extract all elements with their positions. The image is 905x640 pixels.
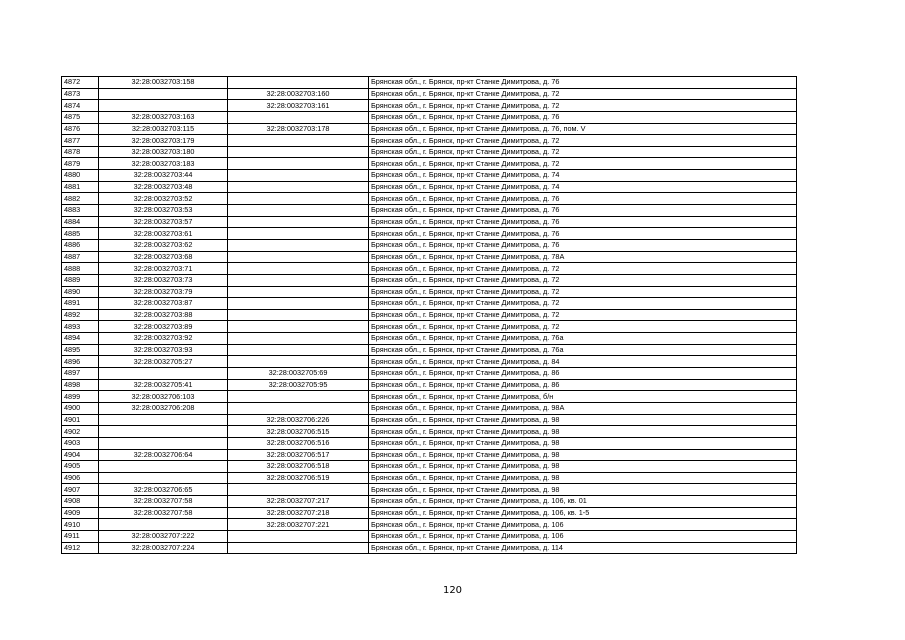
address-cell: Брянская обл., г. Брянск, пр-кт Станке Димитрова, д. 78А <box>369 251 797 263</box>
row-number-cell: 4887 <box>62 251 99 263</box>
table-row <box>62 496 797 508</box>
row-number-cell: 4894 <box>62 333 99 345</box>
room-cadastral-number-cell: 32:28:0032707:218 <box>228 507 369 519</box>
table-row <box>62 135 797 147</box>
room-cadastral-number-cell <box>228 309 369 321</box>
address-cell: Брянская обл., г. Брянск, пр-кт Станке Димитрова, д. 76а <box>369 344 797 356</box>
room-cadastral-number-cell <box>228 77 369 89</box>
table-row <box>62 216 797 228</box>
room-cadastral-number-cell <box>228 170 369 182</box>
table-row <box>62 530 797 542</box>
cadastral-number-cell: 32:28:0032706:65 <box>99 484 228 496</box>
room-cadastral-number-cell <box>228 391 369 403</box>
address-cell: Брянская обл., г. Брянск, пр-кт Станке Димитрова, д. 72 <box>369 88 797 100</box>
row-number-cell: 4885 <box>62 228 99 240</box>
room-cadastral-number-cell: 32:28:0032706:517 <box>228 449 369 461</box>
address-cell: Брянская обл., г. Брянск, пр-кт Станке Димитрова, д. 72 <box>369 146 797 158</box>
row-number-cell: 4911 <box>62 530 99 542</box>
row-number-cell: 4898 <box>62 379 99 391</box>
table-row <box>62 286 797 298</box>
table-row <box>62 274 797 286</box>
row-number-cell: 4899 <box>62 391 99 403</box>
cadastral-number-cell: 32:28:0032703:57 <box>99 216 228 228</box>
cadastral-number-cell <box>99 461 228 473</box>
room-cadastral-number-cell <box>228 228 369 240</box>
cadastral-number-cell: 32:28:0032703:48 <box>99 181 228 193</box>
table-row <box>62 368 797 380</box>
address-cell: Брянская обл., г. Брянск, пр-кт Станке Димитрова, д. 72 <box>369 286 797 298</box>
row-number-cell: 4896 <box>62 356 99 368</box>
table-row <box>62 239 797 251</box>
cadastral-table-body <box>62 77 797 554</box>
row-number-cell: 4881 <box>62 181 99 193</box>
table-row <box>62 356 797 368</box>
address-cell: Брянская обл., г. Брянск, пр-кт Станке Димитрова, д. 76 <box>369 216 797 228</box>
cadastral-number-cell: 32:28:0032703:62 <box>99 239 228 251</box>
row-number-cell: 4876 <box>62 123 99 135</box>
cadastral-number-cell: 32:28:0032703:92 <box>99 333 228 345</box>
table-row <box>62 461 797 473</box>
table-row <box>62 449 797 461</box>
address-cell: Брянская обл., г. Брянск, пр-кт Станке Димитрова, д. 114 <box>369 542 797 554</box>
cadastral-number-cell: 32:28:0032703:115 <box>99 123 228 135</box>
row-number-cell: 4888 <box>62 263 99 275</box>
cadastral-number-cell <box>99 426 228 438</box>
table-row <box>62 100 797 112</box>
room-cadastral-number-cell <box>228 542 369 554</box>
row-number-cell: 4906 <box>62 472 99 484</box>
cadastral-number-cell: 32:28:0032707:58 <box>99 496 228 508</box>
row-number-cell: 4903 <box>62 437 99 449</box>
cadastral-number-cell <box>99 88 228 100</box>
room-cadastral-number-cell <box>228 333 369 345</box>
cadastral-number-cell: 32:28:0032703:93 <box>99 344 228 356</box>
table-row <box>62 298 797 310</box>
address-cell: Брянская обл., г. Брянск, пр-кт Станке Димитрова, д. 98 <box>369 437 797 449</box>
room-cadastral-number-cell <box>228 205 369 217</box>
address-cell: Брянская обл., г. Брянск, пр-кт Станке Димитрова, д. 74 <box>369 181 797 193</box>
table-row <box>62 205 797 217</box>
table-row <box>62 437 797 449</box>
room-cadastral-number-cell: 32:28:0032706:515 <box>228 426 369 438</box>
room-cadastral-number-cell <box>228 344 369 356</box>
room-cadastral-number-cell: 32:28:0032703:178 <box>228 123 369 135</box>
address-cell: Брянская обл., г. Брянск, пр-кт Станке Димитрова, д. 76 <box>369 228 797 240</box>
table-row <box>62 426 797 438</box>
row-number-cell: 4872 <box>62 77 99 89</box>
room-cadastral-number-cell: 32:28:0032703:160 <box>228 88 369 100</box>
address-cell: Брянская обл., г. Брянск, пр-кт Станке Димитрова, д. 98А <box>369 402 797 414</box>
address-cell: Брянская обл., г. Брянск, пр-кт Станке Димитрова, д. 74 <box>369 170 797 182</box>
table-row <box>62 123 797 135</box>
row-number-cell: 4907 <box>62 484 99 496</box>
row-number-cell: 4895 <box>62 344 99 356</box>
row-number-cell: 4897 <box>62 368 99 380</box>
table-row <box>62 519 797 531</box>
row-number-cell: 4901 <box>62 414 99 426</box>
table-row <box>62 181 797 193</box>
row-number-cell: 4880 <box>62 170 99 182</box>
address-cell: Брянская обл., г. Брянск, пр-кт Станке Димитрова, д. 76 <box>369 77 797 89</box>
cadastral-number-cell: 32:28:0032706:64 <box>99 449 228 461</box>
table-row <box>62 158 797 170</box>
room-cadastral-number-cell <box>228 298 369 310</box>
cadastral-number-cell <box>99 519 228 531</box>
table-row <box>62 344 797 356</box>
room-cadastral-number-cell <box>228 181 369 193</box>
address-cell: Брянская обл., г. Брянск, пр-кт Станке Димитрова, д. 106, кв. 1-5 <box>369 507 797 519</box>
room-cadastral-number-cell: 32:28:0032706:519 <box>228 472 369 484</box>
address-cell: Брянская обл., г. Брянск, пр-кт Станке Димитрова, д. 72 <box>369 298 797 310</box>
row-number-cell: 4878 <box>62 146 99 158</box>
cadastral-number-cell: 32:28:0032703:179 <box>99 135 228 147</box>
room-cadastral-number-cell <box>228 158 369 170</box>
address-cell: Брянская обл., г. Брянск, пр-кт Станке Димитрова, д. 76 <box>369 205 797 217</box>
table-row <box>62 193 797 205</box>
room-cadastral-number-cell <box>228 274 369 286</box>
address-cell: Брянская обл., г. Брянск, пр-кт Станке Димитрова, д. 76 <box>369 239 797 251</box>
row-number-cell: 4891 <box>62 298 99 310</box>
row-number-cell: 4886 <box>62 239 99 251</box>
address-cell: Брянская обл., г. Брянск, пр-кт Станке Димитрова, д. 72 <box>369 100 797 112</box>
room-cadastral-number-cell: 32:28:0032705:69 <box>228 368 369 380</box>
table-row <box>62 402 797 414</box>
cadastral-number-cell: 32:28:0032703:73 <box>99 274 228 286</box>
row-number-cell: 4874 <box>62 100 99 112</box>
row-number-cell: 4902 <box>62 426 99 438</box>
room-cadastral-number-cell <box>228 146 369 158</box>
address-cell: Брянская обл., г. Брянск, пр-кт Станке Димитрова, д. 84 <box>369 356 797 368</box>
address-cell: Брянская обл., г. Брянск, пр-кт Станке Димитрова, д. 86 <box>369 368 797 380</box>
row-number-cell: 4892 <box>62 309 99 321</box>
table-row <box>62 77 797 89</box>
address-cell: Брянская обл., г. Брянск, пр-кт Станке Димитрова, д. 98 <box>369 484 797 496</box>
address-cell: Брянская обл., г. Брянск, пр-кт Станке Димитрова, д. 86 <box>369 379 797 391</box>
cadastral-number-cell: 32:28:0032707:222 <box>99 530 228 542</box>
row-number-cell: 4873 <box>62 88 99 100</box>
address-cell: Брянская обл., г. Брянск, пр-кт Станке Димитрова, д. 72 <box>369 263 797 275</box>
cadastral-number-cell: 32:28:0032703:180 <box>99 146 228 158</box>
room-cadastral-number-cell <box>228 321 369 333</box>
room-cadastral-number-cell: 32:28:0032703:161 <box>228 100 369 112</box>
room-cadastral-number-cell <box>228 402 369 414</box>
page-number: 120 <box>442 585 463 596</box>
cadastral-number-cell <box>99 100 228 112</box>
address-cell: Брянская обл., г. Брянск, пр-кт Станке Димитрова, д. 76, пом. V <box>369 123 797 135</box>
cadastral-number-cell: 32:28:0032703:68 <box>99 251 228 263</box>
room-cadastral-number-cell <box>228 193 369 205</box>
cadastral-number-cell: 32:28:0032703:89 <box>99 321 228 333</box>
cadastral-number-cell: 32:28:0032707:58 <box>99 507 228 519</box>
table-row <box>62 379 797 391</box>
table-row <box>62 321 797 333</box>
row-number-cell: 4900 <box>62 402 99 414</box>
cadastral-number-cell: 32:28:0032703:183 <box>99 158 228 170</box>
cadastral-number-cell <box>99 437 228 449</box>
room-cadastral-number-cell <box>228 286 369 298</box>
cadastral-number-cell: 32:28:0032705:27 <box>99 356 228 368</box>
cadastral-number-cell: 32:28:0032703:158 <box>99 77 228 89</box>
room-cadastral-number-cell <box>228 216 369 228</box>
table-row <box>62 88 797 100</box>
address-cell: Брянская обл., г. Брянск, пр-кт Станке Димитрова, д. 98 <box>369 461 797 473</box>
address-cell: Брянская обл., г. Брянск, пр-кт Станке Димитрова, д. 106, кв. 01 <box>369 496 797 508</box>
cadastral-number-cell: 32:28:0032703:44 <box>99 170 228 182</box>
room-cadastral-number-cell: 32:28:0032705:95 <box>228 379 369 391</box>
room-cadastral-number-cell: 32:28:0032706:226 <box>228 414 369 426</box>
cadastral-number-cell: 32:28:0032703:87 <box>99 298 228 310</box>
table-row <box>62 111 797 123</box>
row-number-cell: 4884 <box>62 216 99 228</box>
address-cell: Брянская обл., г. Брянск, пр-кт Станке Димитрова, д. 72 <box>369 135 797 147</box>
row-number-cell: 4904 <box>62 449 99 461</box>
cadastral-table <box>61 76 797 554</box>
room-cadastral-number-cell: 32:28:0032706:518 <box>228 461 369 473</box>
address-cell: Брянская обл., г. Брянск, пр-кт Станке Димитрова, д. 72 <box>369 321 797 333</box>
cadastral-number-cell <box>99 368 228 380</box>
room-cadastral-number-cell <box>228 251 369 263</box>
table-row <box>62 228 797 240</box>
table-row <box>62 484 797 496</box>
cadastral-number-cell <box>99 414 228 426</box>
address-cell: Брянская обл., г. Брянск, пр-кт Станке Димитрова, д. 76 <box>369 111 797 123</box>
row-number-cell: 4882 <box>62 193 99 205</box>
address-cell: Брянская обл., г. Брянск, пр-кт Станке Димитрова, д. 72 <box>369 158 797 170</box>
address-cell: Брянская обл., г. Брянск, пр-кт Станке Димитрова, д. 106 <box>369 530 797 542</box>
cadastral-number-cell: 32:28:0032705:41 <box>99 379 228 391</box>
row-number-cell: 4912 <box>62 542 99 554</box>
room-cadastral-number-cell: 32:28:0032707:217 <box>228 496 369 508</box>
room-cadastral-number-cell <box>228 135 369 147</box>
table-row <box>62 472 797 484</box>
row-number-cell: 4908 <box>62 496 99 508</box>
row-number-cell: 4889 <box>62 274 99 286</box>
row-number-cell: 4875 <box>62 111 99 123</box>
row-number-cell: 4893 <box>62 321 99 333</box>
table-row <box>62 146 797 158</box>
table-row <box>62 507 797 519</box>
row-number-cell: 4910 <box>62 519 99 531</box>
cadastral-number-cell: 32:28:0032703:71 <box>99 263 228 275</box>
cadastral-number-cell: 32:28:0032706:103 <box>99 391 228 403</box>
row-number-cell: 4883 <box>62 205 99 217</box>
table-row <box>62 263 797 275</box>
address-cell: Брянская обл., г. Брянск, пр-кт Станке Димитрова, д. 98 <box>369 472 797 484</box>
room-cadastral-number-cell <box>228 263 369 275</box>
cadastral-number-cell: 32:28:0032706:208 <box>99 402 228 414</box>
room-cadastral-number-cell <box>228 111 369 123</box>
address-cell: Брянская обл., г. Брянск, пр-кт Станке Димитрова, д. 76а <box>369 333 797 345</box>
cadastral-number-cell: 32:28:0032703:53 <box>99 205 228 217</box>
cadastral-number-cell: 32:28:0032703:88 <box>99 309 228 321</box>
cadastral-number-cell <box>99 472 228 484</box>
row-number-cell: 4890 <box>62 286 99 298</box>
address-cell: Брянская обл., г. Брянск, пр-кт Станке Димитрова, б/н <box>369 391 797 403</box>
table-row <box>62 391 797 403</box>
room-cadastral-number-cell <box>228 356 369 368</box>
address-cell: Брянская обл., г. Брянск, пр-кт Станке Димитрова, д. 98 <box>369 414 797 426</box>
room-cadastral-number-cell: 32:28:0032706:516 <box>228 437 369 449</box>
address-cell: Брянская обл., г. Брянск, пр-кт Станке Димитрова, д. 98 <box>369 426 797 438</box>
room-cadastral-number-cell <box>228 484 369 496</box>
row-number-cell: 4909 <box>62 507 99 519</box>
table-row <box>62 414 797 426</box>
address-cell: Брянская обл., г. Брянск, пр-кт Станке Димитрова, д. 98 <box>369 449 797 461</box>
row-number-cell: 4905 <box>62 461 99 473</box>
room-cadastral-number-cell <box>228 530 369 542</box>
room-cadastral-number-cell: 32:28:0032707:221 <box>228 519 369 531</box>
cadastral-number-cell: 32:28:0032703:52 <box>99 193 228 205</box>
address-cell: Брянская обл., г. Брянск, пр-кт Станке Димитрова, д. 106 <box>369 519 797 531</box>
table-row <box>62 542 797 554</box>
table-row <box>62 333 797 345</box>
address-cell: Брянская обл., г. Брянск, пр-кт Станке Димитрова, д. 76 <box>369 193 797 205</box>
row-number-cell: 4879 <box>62 158 99 170</box>
table-row <box>62 309 797 321</box>
table-row <box>62 251 797 263</box>
cadastral-number-cell: 32:28:0032703:79 <box>99 286 228 298</box>
room-cadastral-number-cell <box>228 239 369 251</box>
address-cell: Брянская обл., г. Брянск, пр-кт Станке Димитрова, д. 72 <box>369 274 797 286</box>
cadastral-number-cell: 32:28:0032707:224 <box>99 542 228 554</box>
cadastral-number-cell: 32:28:0032703:163 <box>99 111 228 123</box>
cadastral-number-cell: 32:28:0032703:61 <box>99 228 228 240</box>
address-cell: Брянская обл., г. Брянск, пр-кт Станке Димитрова, д. 72 <box>369 309 797 321</box>
table-row <box>62 170 797 182</box>
row-number-cell: 4877 <box>62 135 99 147</box>
